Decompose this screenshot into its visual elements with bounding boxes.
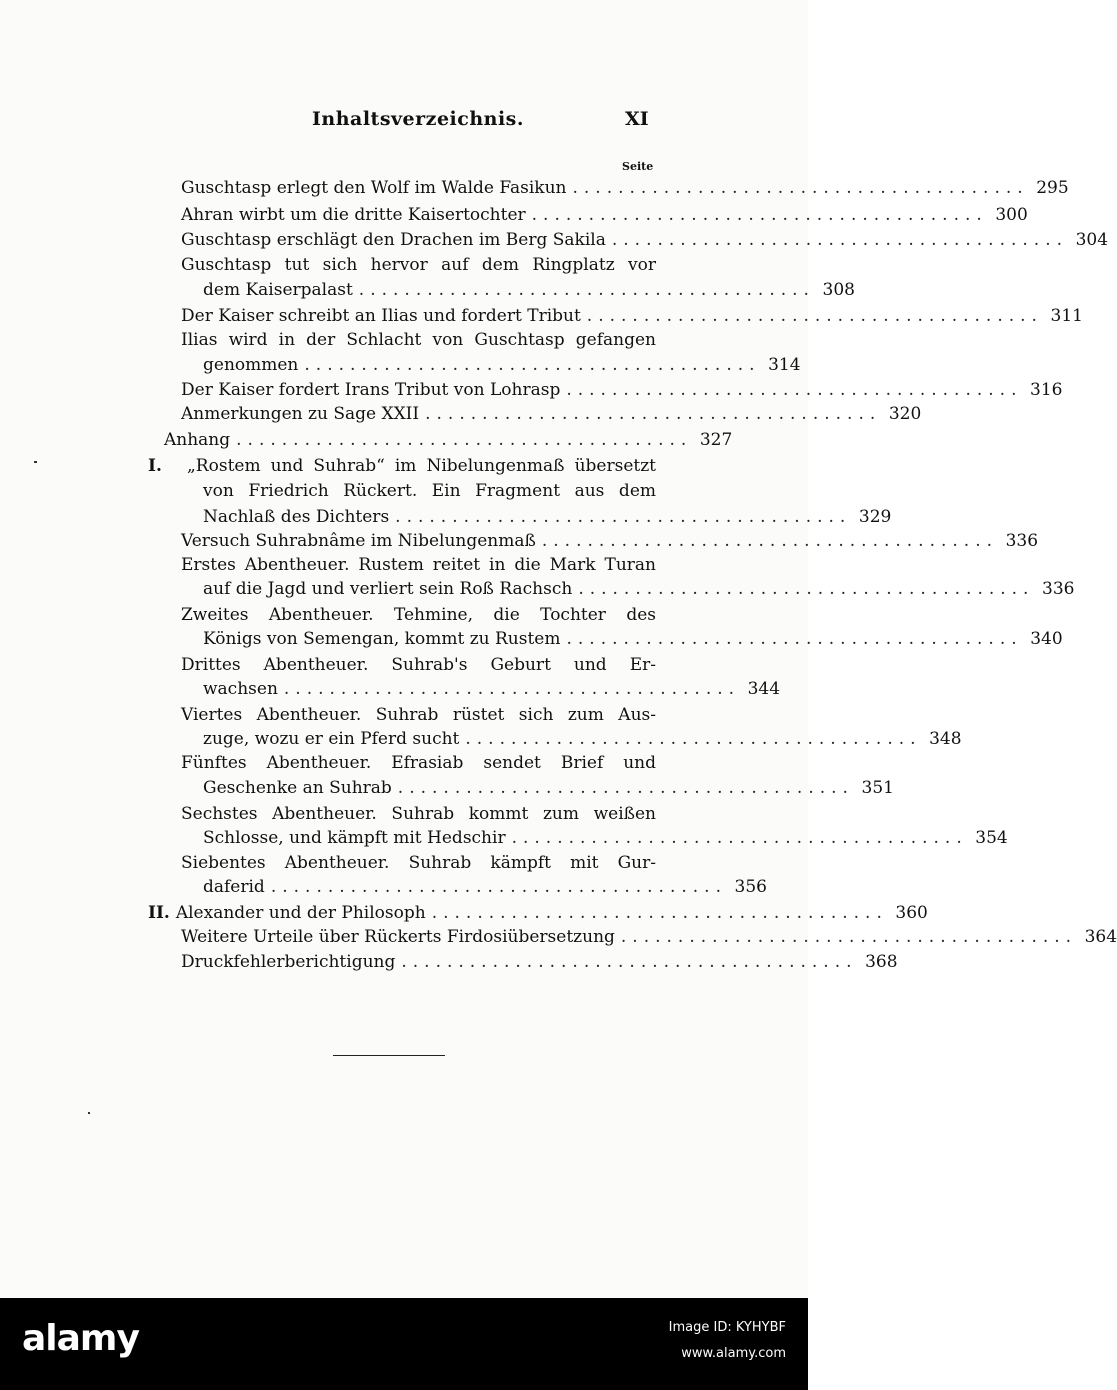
toc-entry-title: Schlosse, und kämpft mit Hedschir bbox=[203, 828, 506, 848]
toc-entry bbox=[181, 950, 898, 975]
toc-entry-title: wachsen bbox=[203, 679, 278, 699]
toc-entry-page: 368 bbox=[865, 952, 898, 972]
toc-entry-title: zuge, wozu er ein Pferd sucht bbox=[203, 729, 460, 749]
toc-entry-page: 344 bbox=[747, 679, 781, 699]
dot-leader: ........................................ bbox=[572, 178, 1029, 198]
toc-entry-page: 329 bbox=[858, 507, 892, 527]
dot-leader: ........................................ bbox=[611, 230, 1069, 250]
dot-leader: ........................................ bbox=[566, 629, 1023, 649]
toc-entry-title: Weitere Urteile über Rückerts Firdosiübersetzung bbox=[181, 927, 615, 947]
toc-entry-page: 356 bbox=[734, 877, 767, 897]
image-id: Image ID: KYHYBF bbox=[668, 1320, 786, 1335]
toc-entry-number: I. bbox=[148, 456, 162, 476]
dot-leader: ........................................ bbox=[566, 380, 1023, 400]
dot-leader: ........................................ bbox=[620, 927, 1078, 947]
toc-entry-page: 311 bbox=[1050, 306, 1083, 326]
toc-entry-page: 300 bbox=[995, 205, 1028, 225]
dot-leader: ........................................ bbox=[283, 679, 741, 699]
toc-entry-title: Nachlaß des Dichters bbox=[203, 507, 390, 527]
toc-entry bbox=[181, 703, 656, 728]
dot-leader: ........................................ bbox=[531, 205, 988, 225]
toc-entry-page: 351 bbox=[861, 778, 894, 798]
toc-entry bbox=[181, 402, 922, 427]
toc-entry bbox=[181, 328, 656, 353]
toc-entry bbox=[203, 353, 801, 378]
toc-entry-title: auf die Jagd und verliert sein Roß Rachsch bbox=[203, 579, 573, 599]
toc-entry bbox=[181, 603, 656, 628]
toc-entry-number: II. bbox=[148, 903, 170, 923]
toc-entry bbox=[203, 677, 781, 702]
dot-leader: ........................................ bbox=[395, 507, 852, 527]
running-head bbox=[0, 108, 808, 138]
toc-entry bbox=[203, 826, 1008, 851]
toc-entry-page: 336 bbox=[1042, 579, 1075, 599]
toc-entry-title: Der Kaiser fordert Irans Tribut von Lohrasp bbox=[181, 380, 561, 400]
toc-entry-page: 348 bbox=[929, 729, 962, 749]
toc-entry bbox=[181, 553, 656, 578]
dot-leader: ........................................ bbox=[304, 355, 761, 375]
page-column-label: Seite bbox=[622, 160, 654, 173]
dot-leader: ........................................ bbox=[270, 877, 727, 897]
toc-entry-title: daferid bbox=[203, 877, 265, 897]
toc-entry-title: Fünftes Abentheuer. Efrasiab sendet Brief und bbox=[181, 753, 656, 773]
toc-entry-title: Ahran wirbt um die dritte Kaisertochter bbox=[181, 205, 526, 225]
site-url: www.alamy.com bbox=[681, 1346, 786, 1361]
toc-entry-page: 340 bbox=[1030, 629, 1063, 649]
dot-leader: ........................................ bbox=[586, 306, 1043, 326]
dot-leader: ........................................ bbox=[425, 404, 882, 424]
toc-entry-page: 295 bbox=[1036, 178, 1069, 198]
dot-leader: ........................................ bbox=[511, 828, 968, 848]
toc-entry bbox=[181, 176, 1069, 201]
toc-entry bbox=[164, 428, 733, 453]
running-title: Inhaltsverzeichnis. bbox=[312, 108, 524, 130]
page-number: XI bbox=[625, 108, 649, 130]
toc-entry-page: 327 bbox=[699, 430, 733, 450]
toc-entry-page: 336 bbox=[1005, 531, 1039, 551]
toc-entry bbox=[203, 577, 1075, 602]
toc-entry-title: Druckfehlerberichtigung bbox=[181, 952, 396, 972]
toc-entry-page: 304 bbox=[1075, 230, 1109, 250]
toc-entry-title: Guschtasp tut sich hervor auf dem Ringplatz vor bbox=[181, 255, 656, 275]
dot-leader: ........................................ bbox=[397, 778, 854, 798]
toc-entry bbox=[181, 653, 656, 678]
toc-entry bbox=[203, 278, 855, 303]
dot-leader: ........................................ bbox=[465, 729, 922, 749]
dot-leader: ........................................ bbox=[578, 579, 1035, 599]
toc-entry-title: Siebentes Abentheuer. Suhrab kämpft mit Gur- bbox=[181, 853, 656, 873]
toc-entry-title: dem Kaiserpalast bbox=[203, 280, 353, 300]
dot-leader: ........................................ bbox=[236, 430, 693, 450]
toc-entry-title: Guschtasp erlegt den Wolf im Walde Fasikun bbox=[181, 178, 567, 198]
toc-entry bbox=[181, 751, 656, 776]
toc-entry bbox=[181, 851, 656, 876]
toc-entry-title: Anmerkungen zu Sage XXII bbox=[181, 404, 420, 424]
toc-entry-page: 364 bbox=[1084, 927, 1117, 947]
toc-entry-page: 320 bbox=[888, 404, 922, 424]
dot-leader: ........................................ bbox=[431, 903, 888, 923]
toc-entry-title: Erstes Abentheuer. Rustem reitet in die Mark Turan bbox=[181, 555, 656, 575]
toc-entry-page: 316 bbox=[1030, 380, 1063, 400]
alamy-logo: alamy bbox=[22, 1318, 139, 1359]
toc-entry bbox=[181, 802, 656, 827]
toc-entry bbox=[203, 627, 1063, 652]
toc-entry-title: Viertes Abentheuer. Suhrab rüstet sich zum Aus- bbox=[181, 705, 656, 725]
toc-entry-title: Sechstes Abentheuer. Suhrab kommt zum weißen bbox=[181, 804, 656, 824]
toc-entry-page: 314 bbox=[768, 355, 801, 375]
toc-entry-page: 308 bbox=[822, 280, 855, 300]
toc-entry bbox=[181, 203, 1028, 228]
end-rule bbox=[333, 1055, 445, 1056]
toc-entry bbox=[181, 253, 656, 278]
ink-speck bbox=[88, 1112, 90, 1114]
toc-entry-title: „Rostem und Suhrab“ im Nibelungenmaß übersetzt bbox=[187, 456, 656, 476]
toc-entry bbox=[203, 727, 962, 752]
toc-entry-title: Ilias wird in der Schlacht von Guschtasp gefangen bbox=[181, 330, 656, 350]
toc-entry bbox=[203, 479, 656, 504]
toc-entry bbox=[203, 875, 767, 900]
toc-entry-title: Guschtasp erschlägt den Drachen im Berg Sakila bbox=[181, 230, 606, 250]
toc-entry-title: Anhang bbox=[164, 430, 231, 450]
dot-leader: ........................................ bbox=[541, 531, 999, 551]
toc-entry-title: Zweites Abentheuer. Tehmine, die Tochter des bbox=[181, 605, 656, 625]
toc-entry-title: Alexander und der Philosoph bbox=[175, 903, 426, 923]
toc-entry-title: Drittes Abentheuer. Suhrab's Geburt und Er- bbox=[181, 655, 656, 675]
toc-entry bbox=[181, 228, 1109, 253]
toc-entry bbox=[148, 454, 656, 479]
toc-entry-page: 360 bbox=[895, 903, 928, 923]
toc-entry bbox=[203, 776, 894, 801]
toc-entry bbox=[181, 304, 1083, 329]
toc-entry-page: 354 bbox=[975, 828, 1008, 848]
toc-entry bbox=[148, 901, 928, 926]
dot-leader: ........................................ bbox=[358, 280, 815, 300]
toc-entry-title: Der Kaiser schreibt an Ilias und fordert Tribut bbox=[181, 306, 581, 326]
toc-entry-title: Königs von Semengan, kommt zu Rustem bbox=[203, 629, 561, 649]
toc-entry-title: Versuch Suhrabnâme im Nibelungenmaß bbox=[181, 531, 536, 551]
toc-entry bbox=[203, 505, 892, 530]
toc-entry-title: Geschenke an Suhrab bbox=[203, 778, 392, 798]
dot-leader: ........................................ bbox=[401, 952, 858, 972]
toc-entry-title: genommen bbox=[203, 355, 299, 375]
toc-entry-title: von Friedrich Rückert. Ein Fragment aus dem bbox=[203, 481, 656, 501]
ink-speck bbox=[34, 461, 37, 463]
stock-watermark-footer bbox=[0, 1298, 808, 1390]
toc-entry bbox=[181, 529, 1039, 554]
toc-entry bbox=[181, 925, 1117, 950]
toc-entry bbox=[181, 378, 1063, 403]
